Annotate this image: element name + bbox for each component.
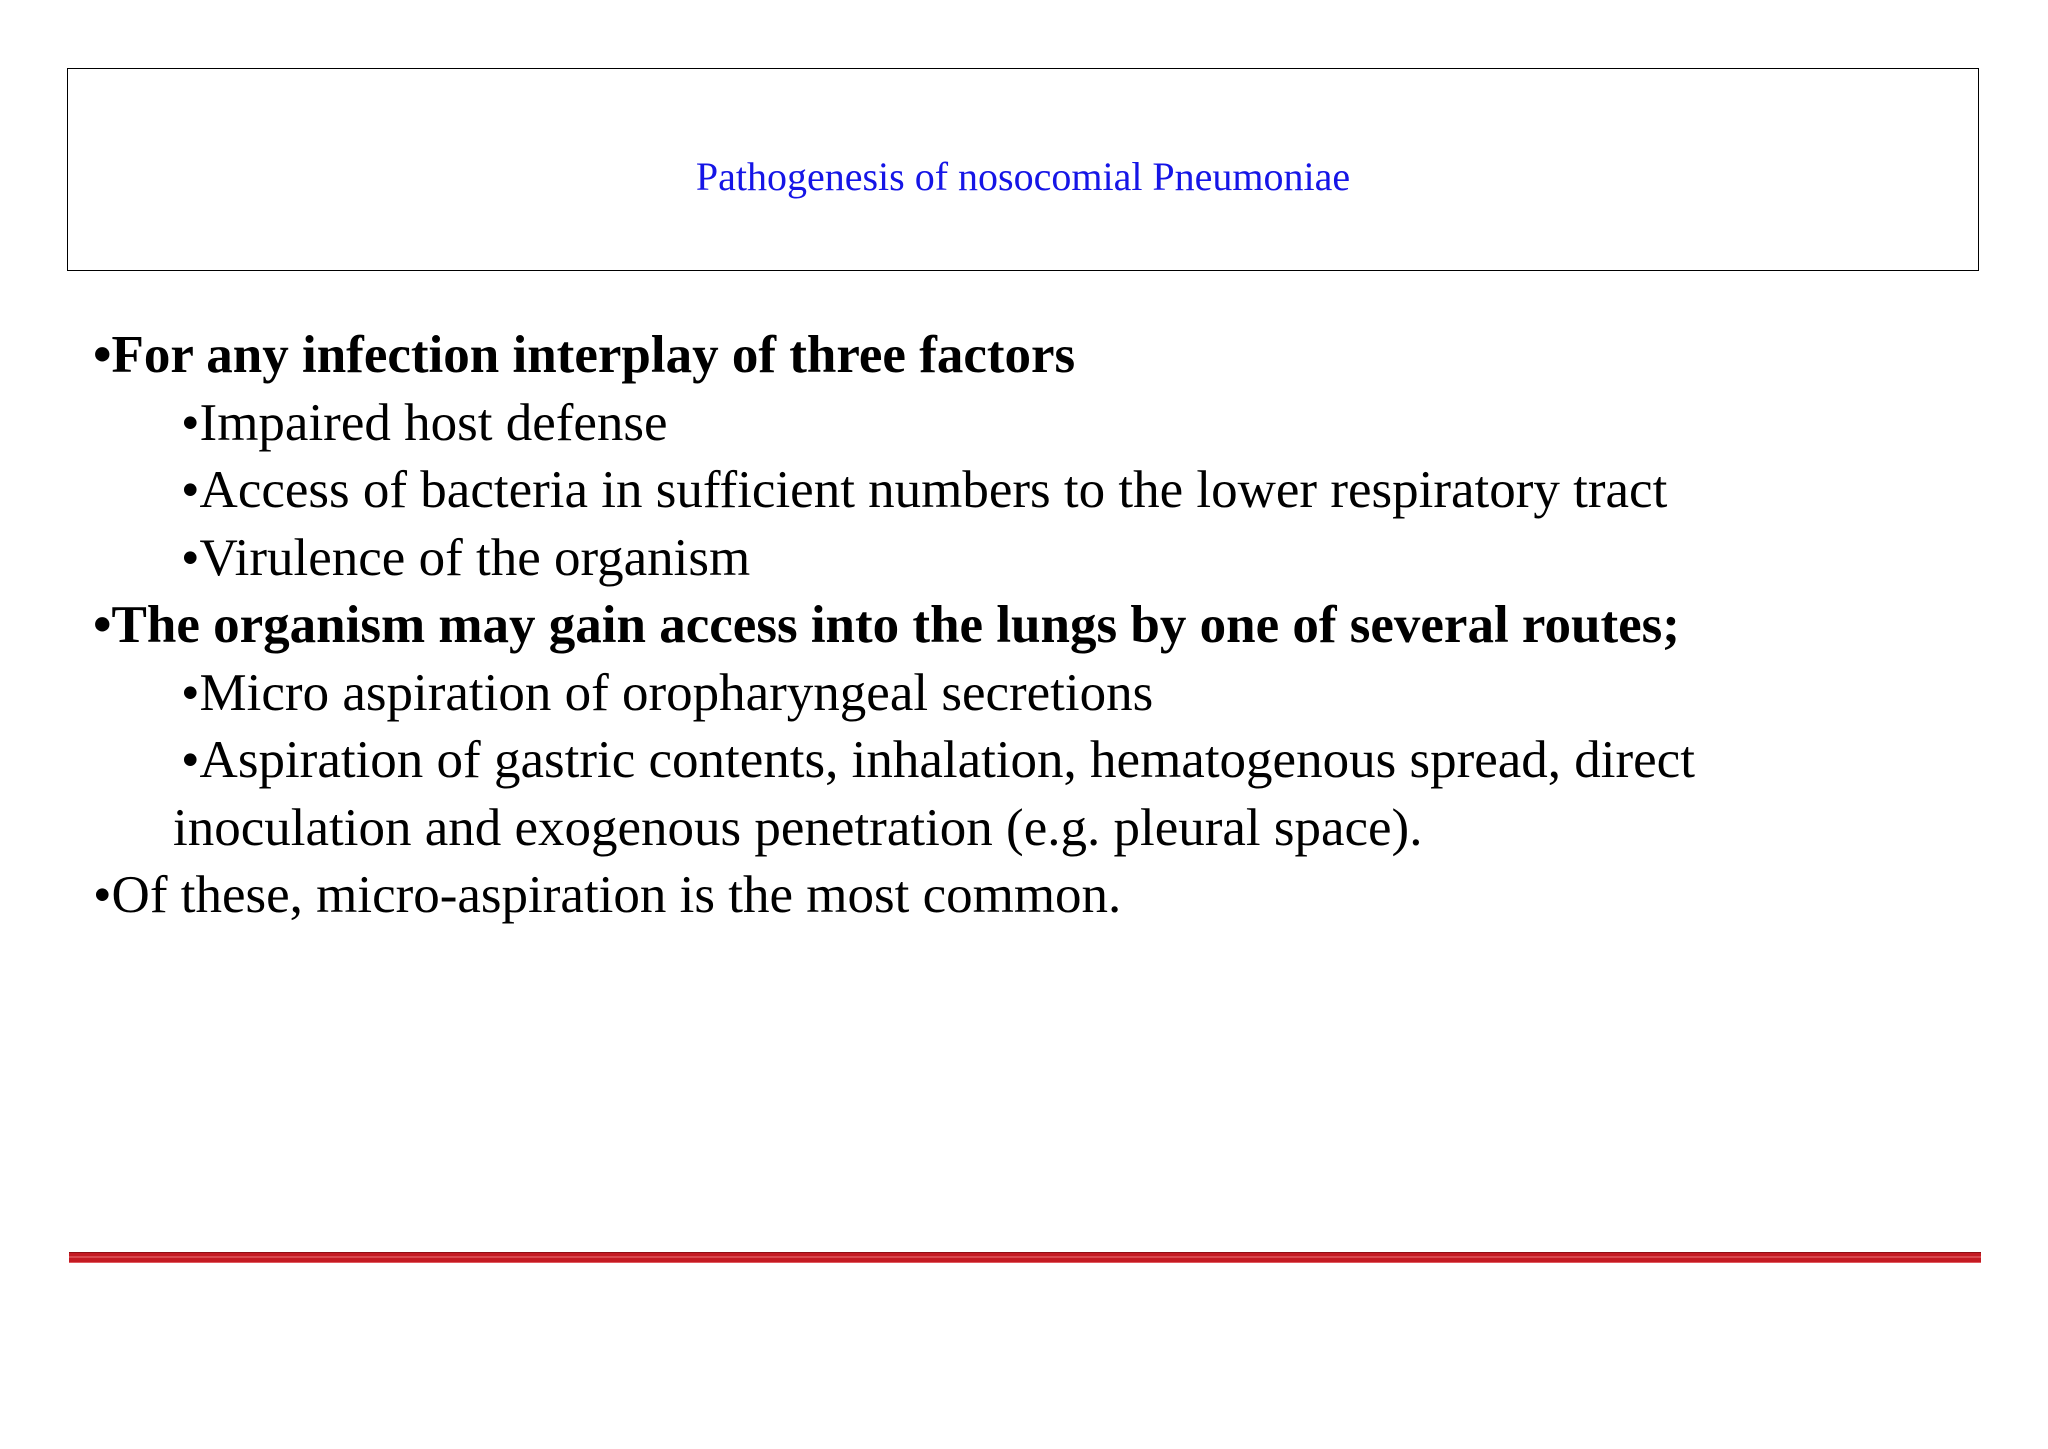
bullet-level2-virulence: •Virulence of the organism [181,528,751,587]
footer-divider-highlight [69,1256,1981,1258]
bullet-level1-factors: •For any infection interplay of three factors [93,326,1076,384]
bullet-level1-most-common: •Of these, micro-aspiration is the most common. [93,866,1122,924]
bullet-level2-bacteria-access: •Access of bacteria in sufficient numbers to the lower respiratory tract [181,461,1668,519]
bullet-level2-other-routes-continued: inoculation and exogenous penetration (e.g. pleural space). [173,798,1423,857]
bullet-level1-routes: •The organism may gain access into the lungs by one of several routes; [93,596,1680,654]
footer-divider [69,1252,1981,1263]
bullet-level2-other-routes: •Aspiration of gastric contents, inhalation, hematogenous spread, direct [181,731,1695,789]
slide-title: Pathogenesis of nosocomial Pneumoniae [695,154,1351,199]
bullet-list [93,322,1993,930]
title-box [67,68,1979,271]
bullet-level2-host-defense: •Impaired host defense [181,393,668,452]
bullet-level2-micro-aspiration: •Micro aspiration of oropharyngeal secretions [181,663,1154,722]
